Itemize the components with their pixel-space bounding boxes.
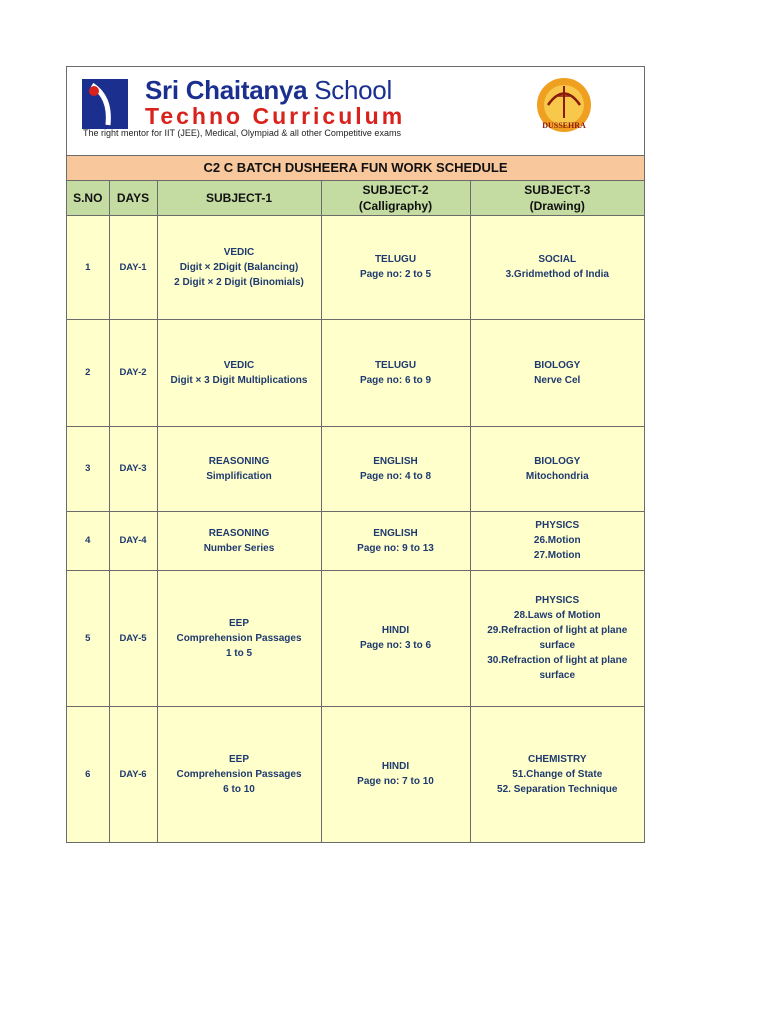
row-subject3	[470, 319, 644, 426]
school-header	[67, 67, 644, 156]
row-subject2	[321, 511, 470, 570]
col-subject3	[470, 181, 644, 215]
row-subject3	[470, 426, 644, 511]
subject-topic: Simplification	[206, 470, 272, 482]
brand-name	[145, 75, 392, 106]
subject-name: CHEMISTRY	[527, 753, 587, 765]
row-day: DAY-4	[109, 511, 157, 570]
table-row	[67, 426, 644, 511]
brand-name-light: School	[314, 75, 392, 105]
table-row	[67, 319, 644, 426]
row-day: DAY-2	[109, 319, 157, 426]
row-subject3	[470, 511, 644, 570]
col-subject1: SUBJECT-1	[157, 181, 321, 215]
row-subject1	[157, 426, 321, 511]
row-sno: 3	[67, 426, 109, 511]
schedule-sheet	[66, 66, 645, 843]
row-subject1	[157, 706, 321, 842]
row-day: DAY-6	[109, 706, 157, 842]
subject-topic: 30.Refraction of light at plane	[487, 655, 628, 666]
emblem-caption: DUSSEHRA	[542, 121, 586, 130]
subject-name: SOCIAL	[538, 254, 577, 265]
subject-topic: Page no: 7 to 10	[357, 776, 434, 788]
subject-name: PHYSICS	[535, 595, 580, 606]
row-subject3	[470, 215, 644, 319]
table-row	[67, 215, 644, 319]
brand-subtitle: Techno Curriculum	[145, 103, 406, 129]
subject-topic: 2 Digit × 2 Digit (Binomials)	[174, 276, 304, 288]
schedule-body	[67, 215, 644, 842]
school-logo-icon	[82, 79, 128, 129]
col-days: DAYS	[109, 181, 157, 215]
subject-topic: 29.Refraction of light at plane	[487, 625, 628, 636]
row-subject1	[157, 511, 321, 570]
subject-topic: Number Series	[203, 542, 275, 554]
subject-name: ENGLISH	[373, 455, 418, 467]
row-subject1	[157, 319, 321, 426]
brand-tagline: The right mentor for IIT (JEE), Medical, Olympiad & all other Competitive exams	[83, 128, 401, 138]
col-subject3-title: SUBJECT-3	[524, 182, 591, 197]
subject-topic: Mitochondria	[525, 470, 589, 482]
row-sno: 1	[67, 215, 109, 319]
subject-topic: Comprehension Passages	[176, 632, 302, 644]
row-sno: 4	[67, 511, 109, 570]
subject-topic: Page no: 4 to 8	[359, 470, 432, 482]
table-header-row	[67, 181, 644, 215]
row-day: DAY-3	[109, 426, 157, 511]
row-subject2	[321, 215, 470, 319]
subject-topic: Page no: 9 to 13	[357, 542, 434, 554]
row-day: DAY-5	[109, 570, 157, 706]
row-subject2	[321, 706, 470, 842]
row-subject1	[157, 215, 321, 319]
subject-name: HINDI	[381, 761, 410, 773]
schedule-table	[67, 181, 644, 842]
subject-topic: 28.Laws of Motion	[513, 610, 601, 621]
subject-name: REASONING	[208, 455, 270, 467]
row-day: DAY-1	[109, 215, 157, 319]
subject-topic: 27.Motion	[533, 550, 581, 561]
subject-name: TELUGU	[374, 254, 417, 265]
row-sno: 2	[67, 319, 109, 426]
subject-topic: 51.Change of State	[512, 768, 603, 780]
col-subject3-sub: (Drawing)	[529, 198, 585, 213]
brand-name-bold: Sri Chaitanya	[145, 75, 308, 105]
row-subject2	[321, 319, 470, 426]
schedule-title: C2 C BATCH DUSHEERA FUN WORK SCHEDULE	[67, 156, 644, 181]
subject-topic: Comprehension Passages	[176, 768, 302, 780]
subject-name: VEDIC	[223, 246, 255, 258]
subject-topic: Digit × 2Digit (Balancing)	[179, 261, 299, 273]
row-subject2	[321, 570, 470, 706]
subject-topic: surface	[539, 670, 576, 681]
subject-name: EEP	[228, 753, 249, 765]
subject-topic: 26.Motion	[533, 535, 581, 546]
dussehra-emblem	[518, 74, 611, 136]
row-subject2	[321, 426, 470, 511]
col-subject2	[321, 181, 470, 215]
subject-name: TELUGU	[374, 359, 417, 371]
row-sno: 5	[67, 570, 109, 706]
subject-name: BIOLOGY	[534, 455, 581, 467]
row-subject1	[157, 570, 321, 706]
subject-name: VEDIC	[223, 359, 255, 371]
subject-topic: Page no: 3 to 6	[359, 640, 432, 651]
col-subject2-sub: (Calligraphy)	[358, 198, 433, 213]
subject-topic: Page no: 6 to 9	[359, 374, 432, 386]
table-row	[67, 511, 644, 570]
subject-name: HINDI	[381, 625, 410, 636]
subject-name: REASONING	[208, 527, 270, 539]
subject-topic: 1 to 5	[225, 647, 253, 659]
table-row	[67, 570, 644, 706]
col-sno: S.NO	[67, 181, 109, 215]
subject-topic: 3.Gridmethod of India	[505, 269, 609, 280]
subject-name: PHYSICS	[535, 520, 580, 531]
row-subject3	[470, 706, 644, 842]
subject-name: EEP	[228, 617, 249, 629]
col-subject2-title: SUBJECT-2	[362, 182, 429, 197]
table-row	[67, 706, 644, 842]
subject-name: ENGLISH	[373, 527, 418, 539]
subject-topic: 52. Separation Technique	[497, 783, 618, 795]
row-sno: 6	[67, 706, 109, 842]
subject-topic: Nerve Cel	[534, 374, 581, 386]
row-subject3	[470, 570, 644, 706]
subject-topic: 6 to 10	[223, 783, 255, 795]
subject-topic: Digit × 3 Digit Multiplications	[170, 374, 308, 386]
subject-topic: surface	[539, 640, 576, 651]
subject-topic: Page no: 2 to 5	[359, 269, 432, 280]
subject-name: BIOLOGY	[534, 359, 581, 371]
